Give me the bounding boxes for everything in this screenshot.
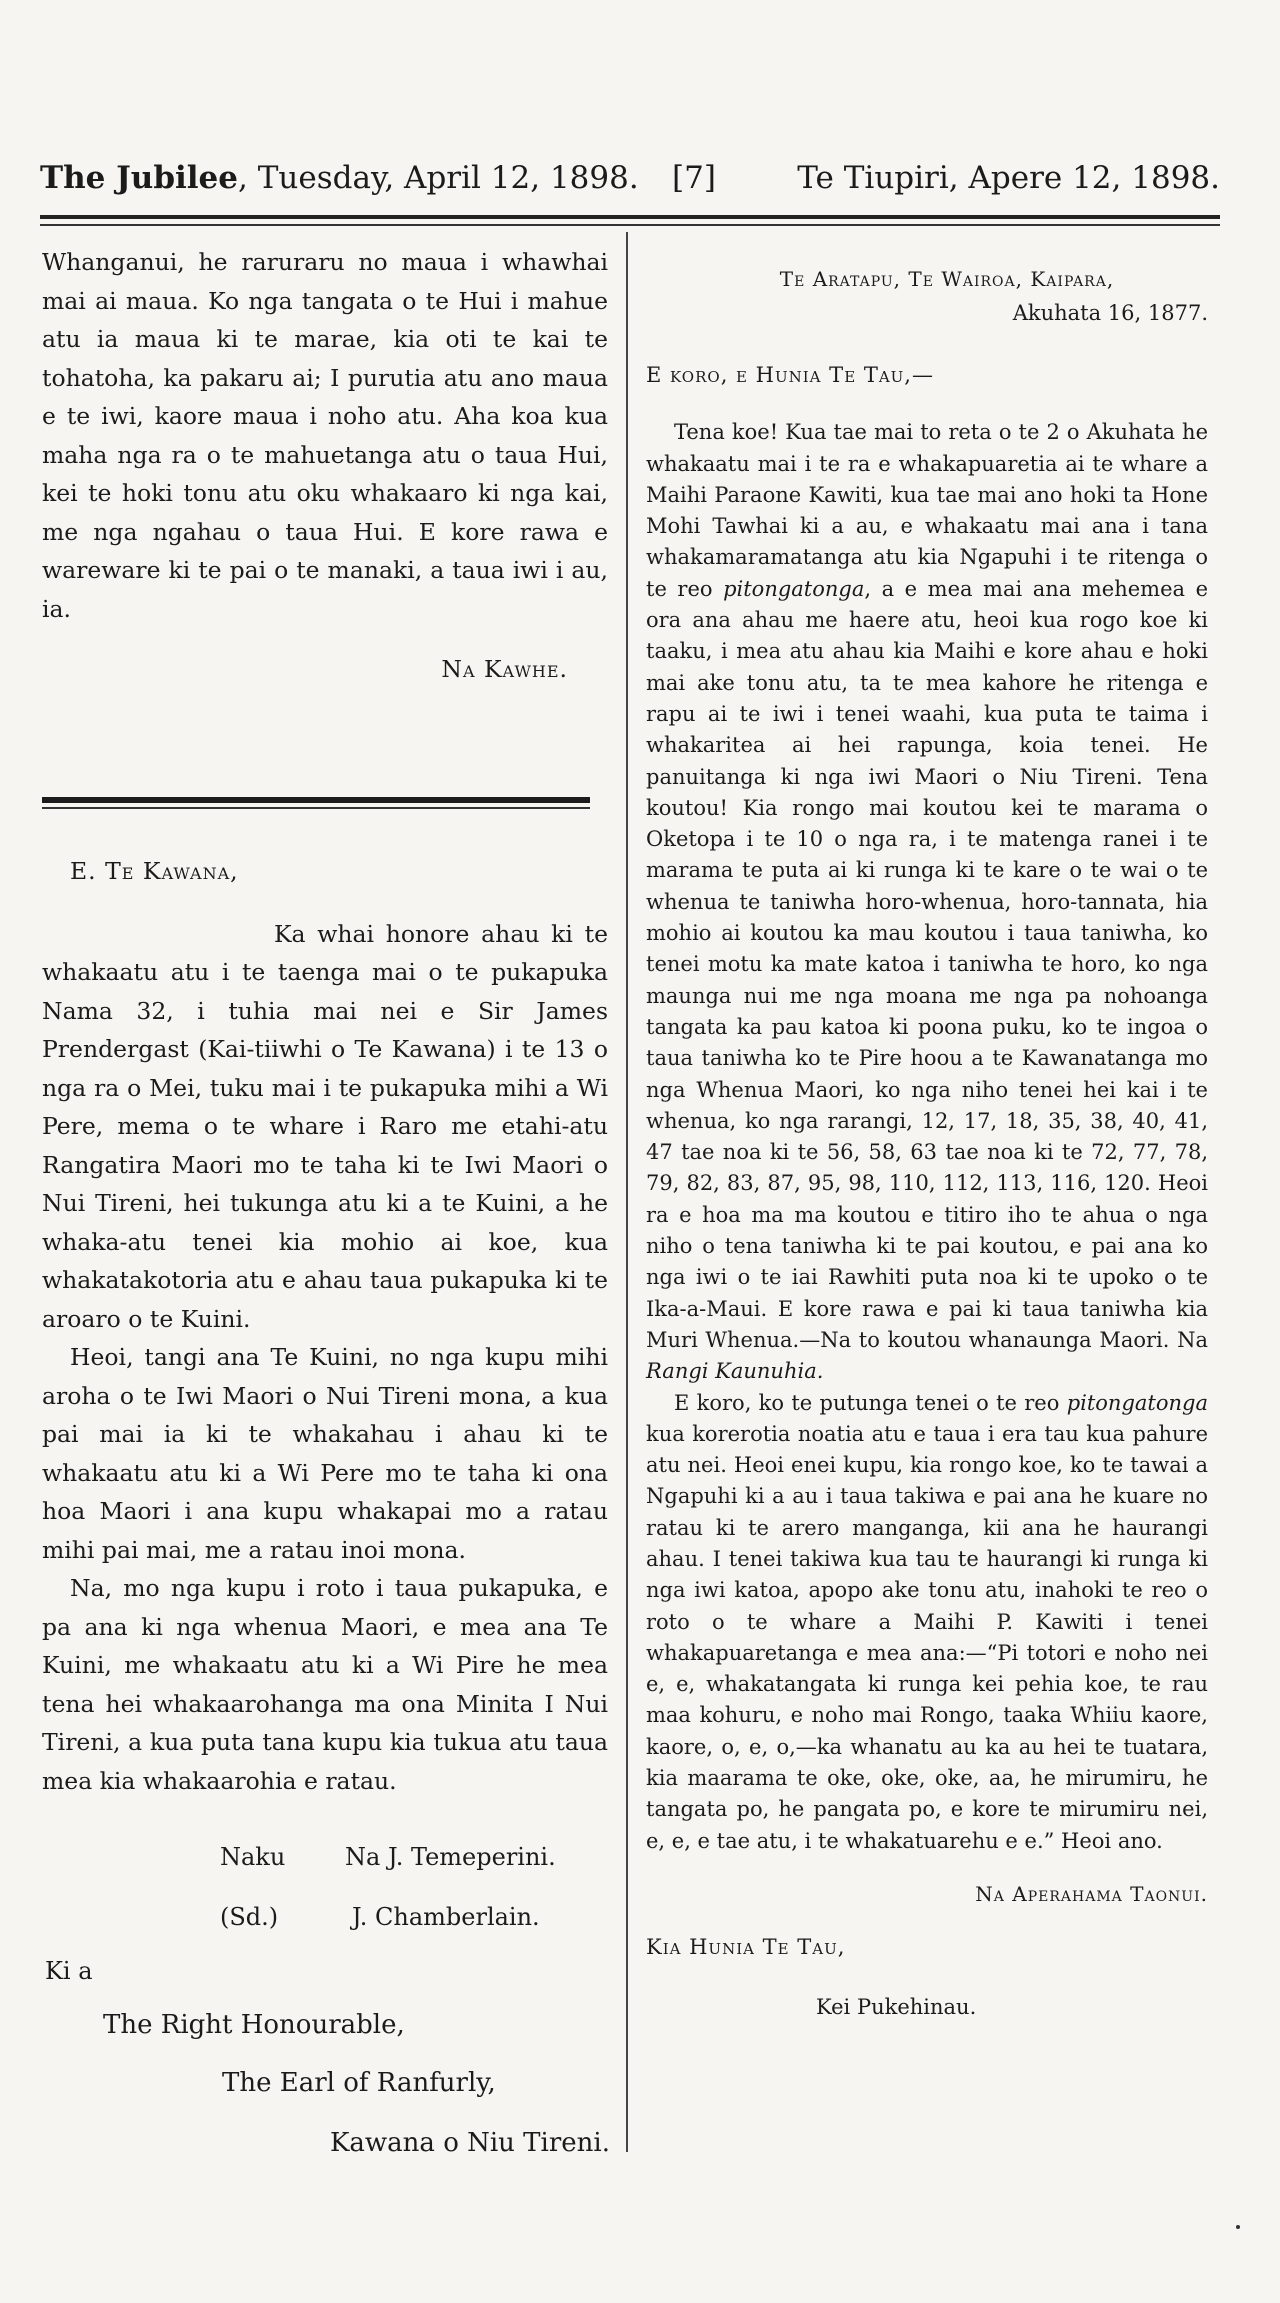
address-line-2: The Earl of Ranfurly, xyxy=(222,2068,496,2098)
header-rule-thin xyxy=(40,224,1220,226)
page-header xyxy=(40,160,1220,200)
address-line-1: The Right Honourable, xyxy=(103,2010,405,2040)
letter-para-2: E koro, ko te putunga tenei o te reo pitongatonga kua korerotia noatia atu e taua i era tau kua pahure atu nei. Heoi enei kupu, kia rongo koe, ko te tawai a Ngapuhi ki a au i taua takiwa e pai ana he kuare no ratau ki te arero manganga, kii ana he haurangi ahau. I tenei takiwa kua tau te haurangi ki runga ki nga iwi katoa, apopo ake tonu atu, inahoki te reo o roto o te whare a Maihi P. Kawiti i tenei whakapuaretanga e mea ana:—“Pi totori e noho nei e, e, whakatangata ki runga kei pehia koe, te rau maa kohuru, e noho mai Rongo, taaka Whiiu kaore, kaore, o, e, o,—ka whanatu au ka au hei te tuatara, kia maarama te oke, oke, oke, aa, he mirumiru, he tangata po, he pangata po, e kore te mirumiru nei, e, e, e tae atu, i te whakatuarehu e e.” Heoi ano. xyxy=(646,1390,1208,1853)
sig-name-mi: Na J. Temeperini. xyxy=(345,1843,556,1871)
header-left xyxy=(40,160,639,196)
sig-naku: Naku xyxy=(220,1843,286,1871)
letter-para-1: Tena koe! Kua tae mai to reta o te 2 o Akuhata he whakaatu mai i te ra e whakapuaretia ai te whare a Maihi Paraone Kawiti, kua tae mai ano hoki ta Hone Mohi Tawhai ki a au, e whakaatu mai ana i tana whakamaramatanga atu kia Ngapuhi i te ritenga o te reo pitongatonga, a e mea mai ana mehemea e ora ana ahau me haere atu, heoi kua rogo koe ki taaku, i mea atu ahau kia Maihi e kore ahau e hoki mai ake tonu atu, ta te mea kahore he ritenga e rapu ai te iwi i tenei waahi, kua puta te taima i whakaritea ai hei rapunga, koia tenei. He panuitanga ki nga iwi Maori o Niu Tireni. Tena koutou! Kia rongo mai koutou kei te marama o Oketopa i te 10 o nga ra, i te matenga ranei i te marama te puta ai ki runga ki te kare o te wai o te whenua te taniwha horo-whenua, horo-tannata, hia mohio ai koutou ka mau koutou i taua taniwha, ko tenei motu ka mate katoa i taniwha te horo, ko nga maunga nui me nga moana me nga pa nohoanga tangata ka pau katoa ki poona puku, ko te ingoa o taua taniwha ko te Pire hoou a te Kawanatanga mo nga Whenua Maori, ko nga niho tenei hei kai i te whenua, ko nga rarangi, 12, 17, 18, 35, 38, 40, 41, 47 tae noa ki te 56, 58, 63 tae noa ki te 72, 77, 78, 79, 82, 83, 87, 95, 98, 110, 112, 113, 116, 120. Heoi ra e hoa ma ma koutou e titiro iho te ahua o nga niho o tena taniwha ki te pai koutou, e pai ana ko nga iwi o te iai Rawhiti puta noa ki te upoko o te Ika-a-Maui. E kore rawa e pai ki taua taniwha kia Muri Whenua.—Na to koutou whanaunga Maori. Na Rangi Kaunuhia. xyxy=(646,420,1208,1384)
header-rule-thick xyxy=(40,215,1220,219)
paper-name: The Jubilee xyxy=(40,160,239,196)
page-number: [7] xyxy=(672,160,716,196)
article-kawhe xyxy=(42,243,608,689)
letter-addressee-place: Kei Pukehinau. xyxy=(816,1994,977,2019)
sig-name-en: J. Chamberlain. xyxy=(352,1903,540,1931)
salutation-kawana: E. Te Kawana, xyxy=(70,857,239,885)
letter-salutation: E koro, e Hunia Te Tau,— xyxy=(646,363,934,387)
letter-addressee: Kia Hunia Te Tau, xyxy=(646,1935,846,1960)
address-line-3: Kawana o Niu Tireni. xyxy=(330,2128,610,2158)
header-date-mi: Te Tiupiri, Apere 12, 1898. xyxy=(797,160,1220,196)
kawana-para-1: Ka whai honore ahau ki te whakaatu atu i te taenga mai o te pukapuka Nama 32, i tuhia mai nei e Sir James Prendergast (Kai-tiiwhi o Te Kawana) i te 13 o nga ra o Mei, tuku mai i te pukapuka mihi a Wi Pere, mema o te whare i Raro me etahi-atu Rangatira Maori mo te taha ki te Iwi Maori o Nui Tireni, hei tukunga atu ki a te Kuini, a he whaka-atu tenei kia mohio ai koe, kua whakatakotoria atu e ahau taua pukapuka ki te aroaro o te Kuini. xyxy=(42,919,608,1333)
letter-date: Akuhata 16, 1877. xyxy=(1012,301,1208,325)
letter-place: Te Aratapu, Te Wairoa, Kaipara, xyxy=(779,267,1115,291)
article-kawhe-signature: Na Kawhe. xyxy=(441,655,568,683)
sig-sd: (Sd.) xyxy=(220,1903,279,1931)
kawana-para-3: Na, mo nga kupu i roto i taua pukapuka, e pa ana ki nga whenua Maori, e mea ana Te Kuini, me whakaatu atu ki a Wi Pire he mea tena hei whakaarohanga ma ona Minita I Nui Tireni, a kua puta tana kupu kia tukua atu taua mea kia whakaarohia e ratau. xyxy=(42,1574,608,1795)
section-separator-thick xyxy=(42,797,590,803)
header-date-en: , Tuesday, April 12, 1898. xyxy=(238,160,639,196)
article-kawhe-text: Whanganui, he raruraru no maua i whawhai mai ai maua. Ko nga tangata o te Hui i mahue atu ia maua ki te marae, kia oti te kai te tohatoha, ka pakaru ai; I purutia atu ano maua e te iwi, kaore maua i noho atu. Aha koa kua maha nga ra o te mahuetanga atu o taua Hui, kei te hoki tonu atu oku whakaaro ki nga kai, me nga ngahau o taua Hui. E kore rawa e wareware ki te pai o te manaki, a taua iwi i au, ia. xyxy=(42,248,608,623)
article-taonui xyxy=(646,262,1208,2023)
letter-signature: Na Aperahama Taonui. xyxy=(975,1881,1208,1906)
article-kawana xyxy=(42,852,608,1800)
print-speck xyxy=(1236,2225,1240,2229)
ki-a: Ki a xyxy=(45,1957,93,1985)
kawana-para-2: Heoi, tangi ana Te Kuini, no nga kupu mihi aroha o te Iwi Maori o Nui Tireni mona, a kua pai mai ia ki te whakahau i ahau ki te whakaatu atu ki a Wi Pere mo te taha ki ona hoa Maori i ana kupu whakapai mo a ratau mihi pai mai, me a ratau inoi mona. xyxy=(42,1343,608,1564)
section-separator-thin xyxy=(42,807,590,809)
column-divider xyxy=(626,232,628,2152)
